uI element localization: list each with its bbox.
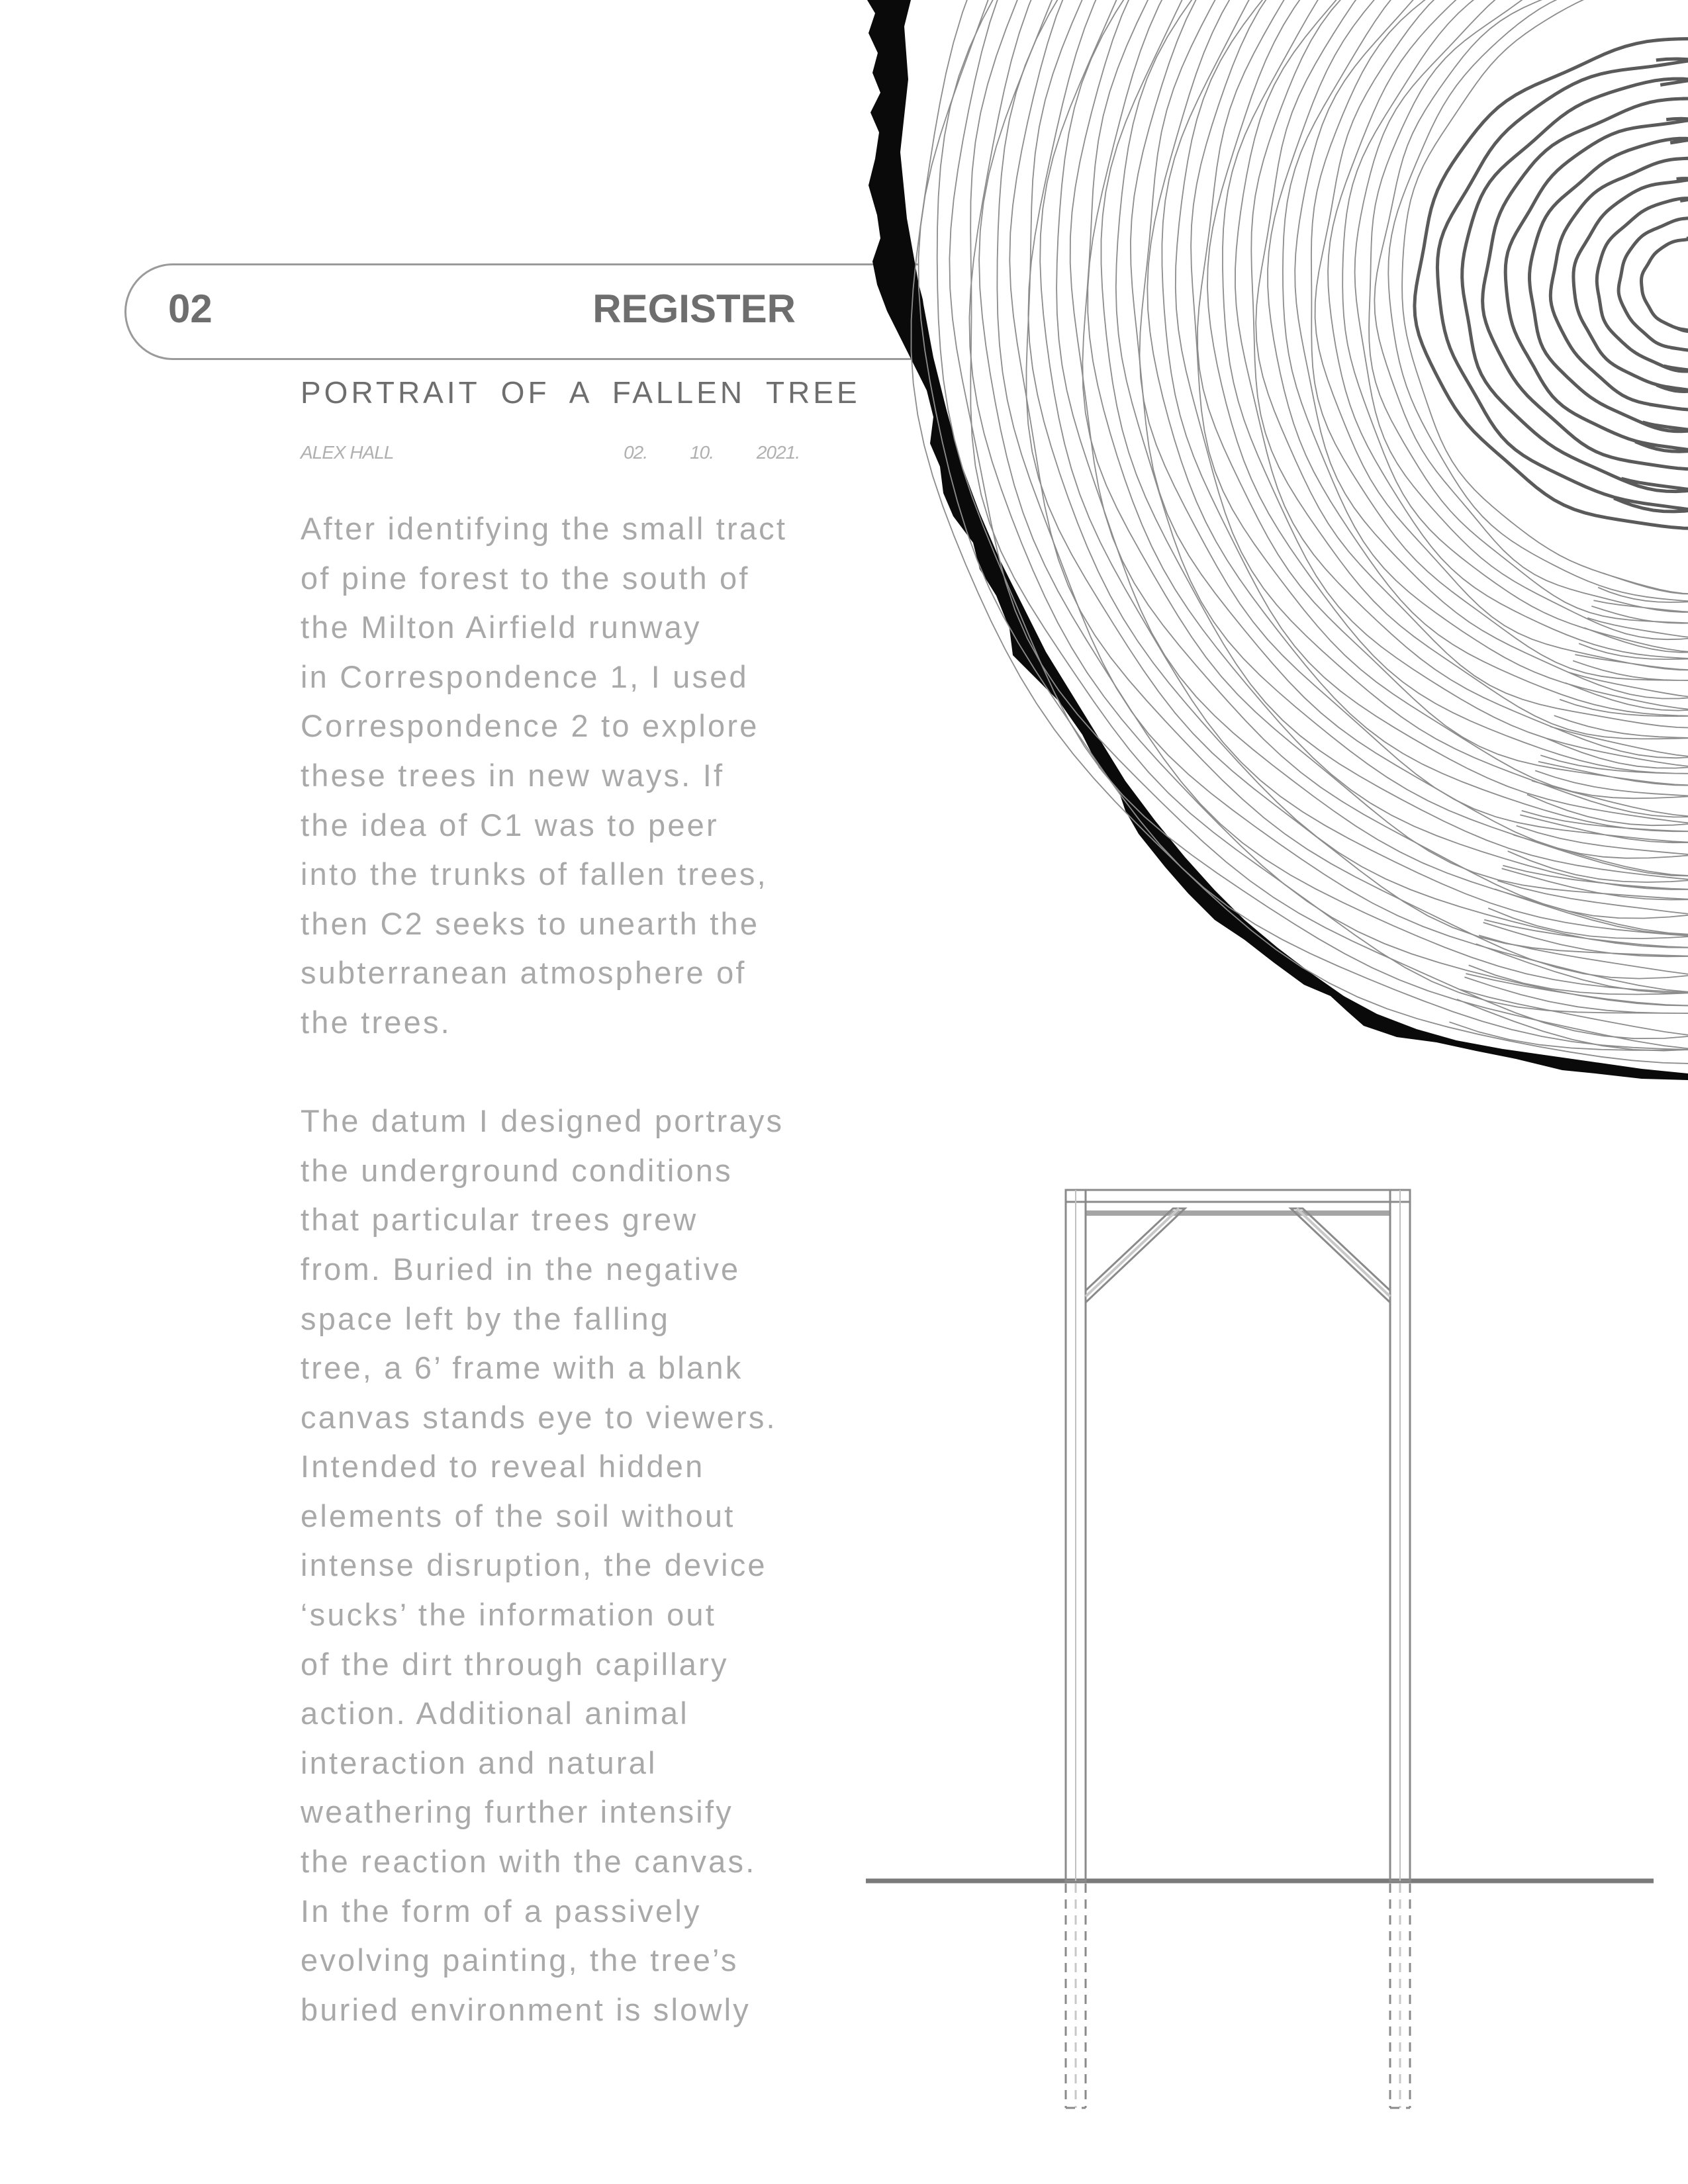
body-line: then C2 seeks to unearth the <box>301 905 760 941</box>
frame-top-rail <box>1066 1190 1410 1202</box>
body-line: weathering further intensify <box>301 1794 733 1830</box>
body-line: interaction and natural <box>301 1745 657 1780</box>
body-line: In the form of a passively <box>301 1893 702 1929</box>
body-line: buried environment is slowly <box>301 1991 751 2027</box>
right-brace <box>1291 1208 1390 1302</box>
body-line: the trees. <box>301 1004 451 1040</box>
body-line: from. Buried in the negative <box>301 1251 741 1287</box>
buried-left-leg <box>1066 1884 1086 2108</box>
body-line: tree, a 6’ frame with a blank <box>301 1350 743 1386</box>
body-line: these trees in new ways. If <box>301 757 725 793</box>
body-line: in Correspondence 1, I used <box>301 659 749 694</box>
body-line: of pine forest to the south of <box>301 560 750 596</box>
document-title: PORTRAIT OF A FALLEN TREE <box>301 375 861 410</box>
body-line: subterranean atmosphere of <box>301 955 747 991</box>
section-number: 02 <box>168 287 212 331</box>
body-line: The datum I designed portrays <box>301 1103 784 1139</box>
section-title: REGISTER <box>592 287 796 331</box>
body-line: action. Additional animal <box>301 1696 689 1731</box>
body-line: intense disruption, the device <box>301 1547 767 1583</box>
date-day: 02. <box>624 442 647 463</box>
body-line: elements of the soil without <box>301 1498 735 1533</box>
body-line: into the trunks of fallen trees, <box>301 856 768 892</box>
body-line: the underground conditions <box>301 1152 733 1188</box>
body-line: that particular trees grew <box>301 1202 698 1238</box>
body-line: canvas stands eye to viewers. <box>301 1399 777 1435</box>
date-year: 2021. <box>756 442 800 463</box>
body-line: the idea of C1 was to peer <box>301 807 719 842</box>
body-line: After identifying the small tract <box>301 511 788 546</box>
canvas-frame-icon <box>866 1190 1654 2108</box>
buried-right-leg <box>1390 1884 1410 2108</box>
body-line: the Milton Airfield runway <box>301 610 702 645</box>
tree-cross-section-icon <box>867 0 1688 1080</box>
body-line: ‘sucks’ the information out <box>301 1597 717 1633</box>
date-month: 10. <box>690 442 714 463</box>
body-line: evolving painting, the tree’s <box>301 1942 739 1978</box>
body-line: Correspondence 2 to explore <box>301 708 759 744</box>
body-line: space left by the falling <box>301 1300 671 1336</box>
body-line: of the dirt through capillary <box>301 1646 729 1682</box>
author-name: ALEX HALL <box>301 442 394 463</box>
body-line: Intended to reveal hidden <box>301 1449 705 1484</box>
body-line: the reaction with the canvas. <box>301 1844 757 1880</box>
left-brace <box>1086 1208 1185 1302</box>
